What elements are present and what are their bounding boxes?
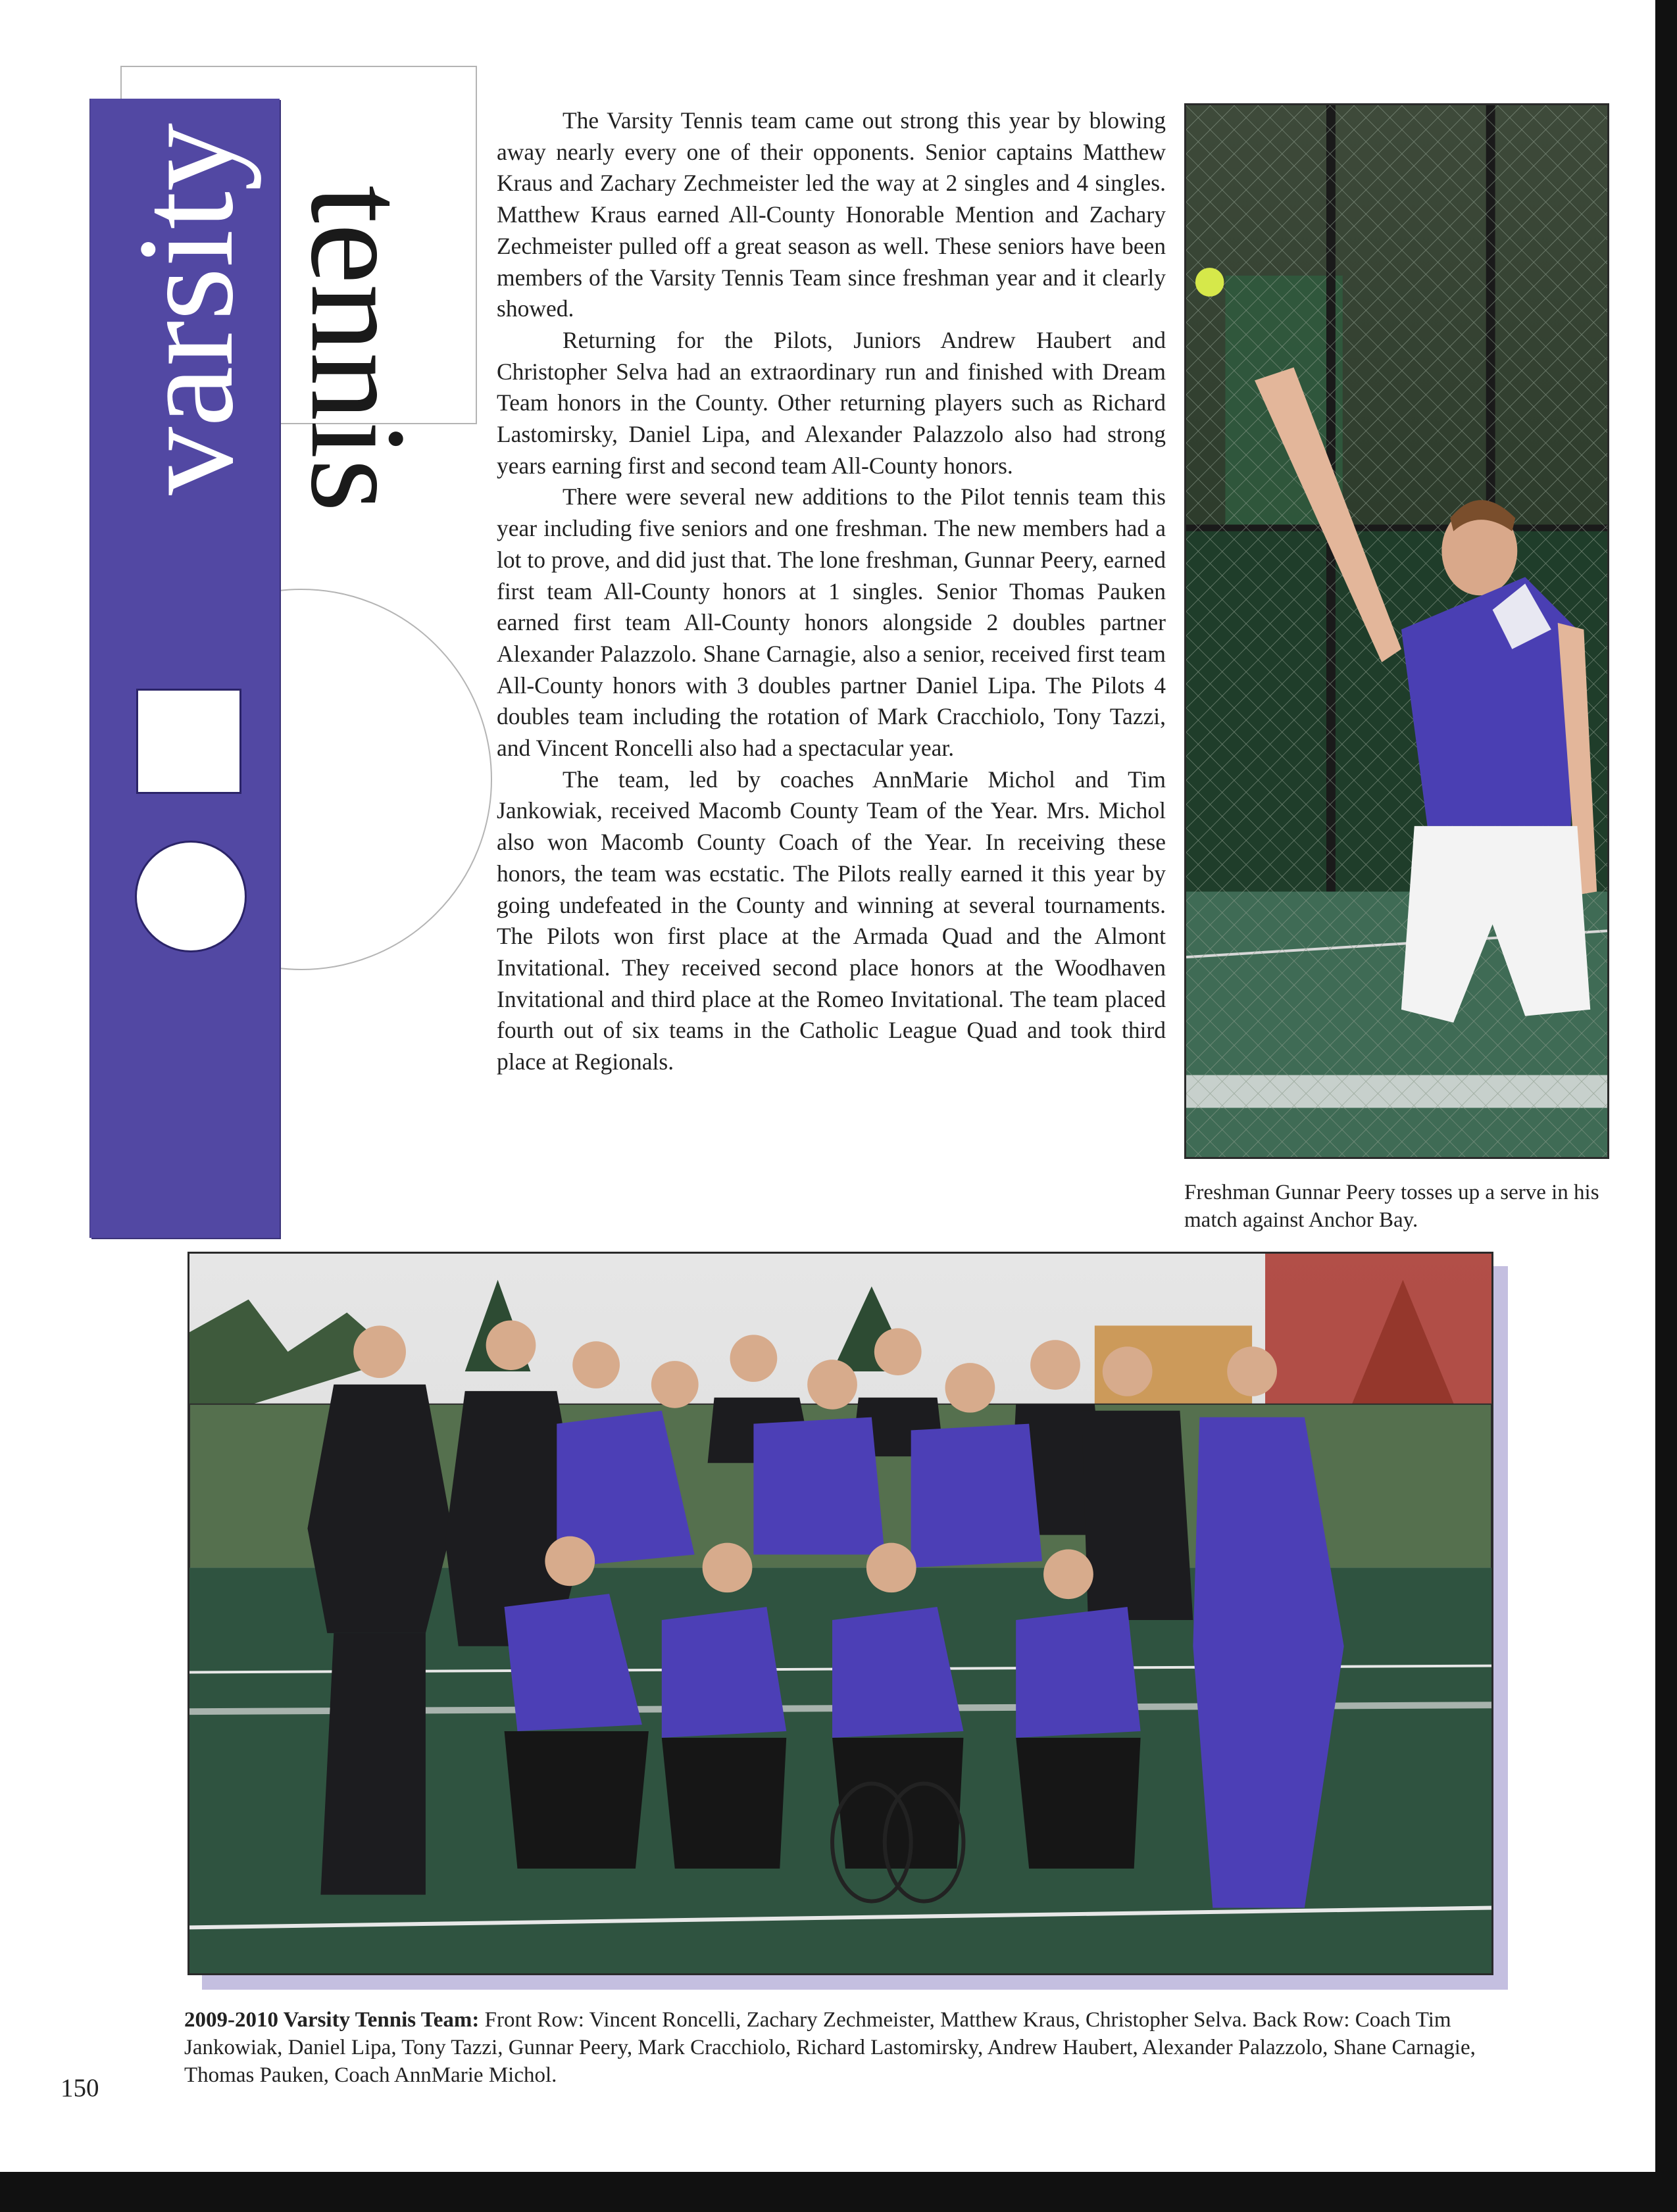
team-photo-caption xyxy=(184,2006,1493,2089)
article-paragraph-3: There were several new additions to the Pilot tennis team this year including five seniors and one freshman. The new members had a lot to prove, and did just that. The lone freshman, Gunnar Peery, earned first team All-County honors at 1 singles. Senior Thomas Pauken earned first team All-County honors alongside 2 doubles partner Alexander Palazzolo. Shane Carnagie, also a senior, received first team All-County honors with 3 doubles partner Daniel Lipa. The Pilots 4 doubles team including the rotation of Mark Cracchiolo, Tony Tazzi, and Vincent Roncelli also had a spectacular year. xyxy=(497,483,1166,762)
article-paragraph-2: Returning for the Pilots, Juniors Andrew Haubert and Christopher Selva had an extraordinary run and finished with Dream Team honors in the County. Other returning players such as Richard Lastomirsky, Daniel Lipa, and Alexander Palazzolo also had strong years earning first and second team All-County honors. xyxy=(497,326,1166,479)
title-varsity: varsity xyxy=(110,122,261,496)
article-paragraph-1: The Varsity Tennis team came out strong this year by blowing away nearly every one of their opponents. Senior captains Matthew Kraus and Zachary Zechmeister led the way at 2 singles and 4 singles. Matthew Kraus earned All-County Honorable Mention and Zachary Zechmeister pulled off a great season as well. These seniors have been members of the Varsity Tennis Team since freshman year and it clearly showed. xyxy=(497,107,1166,322)
team-photo xyxy=(188,1252,1493,1975)
article-body xyxy=(497,105,1166,1078)
page-number: 150 xyxy=(61,2074,99,2102)
title-tennis: tennis xyxy=(283,185,434,512)
scan-edge-right xyxy=(1655,0,1677,2212)
square-shape xyxy=(136,689,241,794)
team-caption-lead: 2009-2010 Varsity Tennis Team: xyxy=(184,2008,480,2032)
serve-photo xyxy=(1184,103,1609,1159)
team-photo-image xyxy=(189,1254,1491,1973)
team-caption-body: Front Row: Vincent Roncelli, Zachary Zechmeister, Matthew Kraus, Christopher Selva. Back Row: Coach Tim Jankowiak, Daniel Lipa, Tony Tazzi, Gunnar Peery, Mark Cracchiolo, Richard Lastomirsky, Andrew Haubert, Alexander Palazzolo, Shane Carnagie, Thomas Pauken, Coach AnnMarie Michol. xyxy=(184,2008,1476,2087)
serve-photo-caption: Freshman Gunnar Peery tosses up a serve in his match against Anchor Bay. xyxy=(1184,1181,1599,1232)
serve-photo-image xyxy=(1186,105,1607,1157)
article-paragraph-4: The team, led by coaches AnnMarie Michol and Tim Jankowiak, received Macomb County Team of the Year. Mrs. Michol also won Macomb County Coach of the Year. In receiving these honors, the team was ecstatic. The Pilots really earned it this year by going undefeated in the County and winning at several tournaments. The Pilots won first place at the Armada Quad and the Almont Invitational. They received second place honors at the Woodhaven Invitational and third place at the Romeo Invitational. The team placed fourth out of six teams in the Catholic League Quad and took third place at Regionals. xyxy=(497,766,1166,1075)
scan-edge-bottom xyxy=(0,2172,1677,2212)
circle-shape xyxy=(135,841,247,952)
